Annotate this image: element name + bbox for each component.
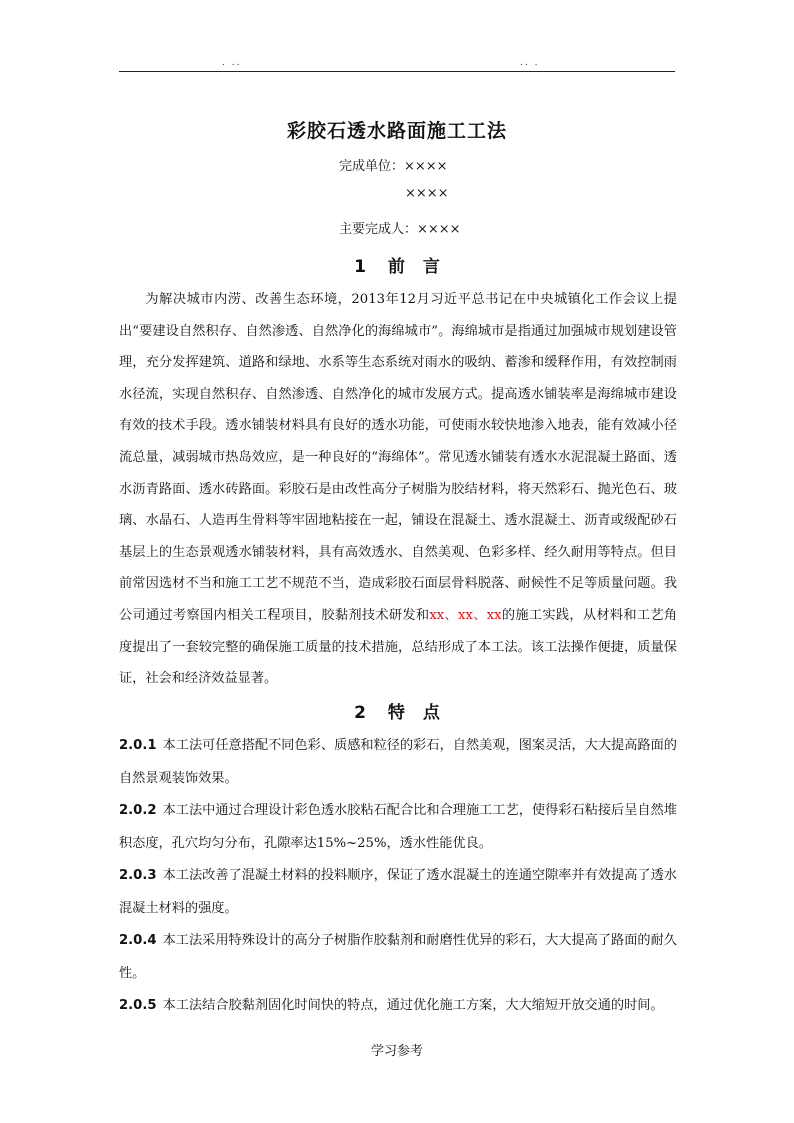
section-heading-1 [0,252,794,277]
completion-unit: 完成单位：×××× [339,159,448,174]
section-number: 1 [354,257,366,277]
header-rule [119,71,675,72]
feature-number: 2.0.5 [119,998,157,1013]
section-heading-2 [0,698,794,723]
section-title-char: 前 [387,257,405,277]
main-author: 主要完成人：×××× [339,222,461,237]
section-title-char: 特 [387,703,405,723]
feature-text: 本工法可任意搭配不同色彩、质感和粒径的彩石，自然美观，图案灵活，大大提高路面的自然景观装饰效果。 [119,738,677,786]
preface-project-names: xx、xx、xx [429,607,502,623]
feature-item [119,925,677,990]
completion-unit-continued: ×××× [405,186,449,201]
page-footer: 学习参考 [370,1044,423,1059]
feature-item [119,990,677,1023]
preface-text: 为解决城市内涝、改善生态环境，2013年12月习近平总书记在中央城镇化工作会议上提出“要建设自然积存、自然渗透、自然净化的海绵城市”。海绵城市是指通过加强城市规划建设管理，充分发挥建筑、道路和绿地、水系等生态系统对雨水的吸纳、蓄渗和缓释作用，有效控制雨水径流，实现自然积存、自然渗透、自然净化的城市发展方式。提高透水铺装率是海绵城市建设有效的技术手段。透水铺装材料具有良好的透水功能，可使雨水较快地渗入地表，能有效减小径流总量，减弱城市热岛效应，是一种良好的“海绵体”。常见透水铺装有透水水泥混凝土路面、透水沥青路面、透水砖路面。彩胶石是由改性高分子树脂为胶结材料，将天然彩石、抛光色石、玻璃、水晶石、人造再生骨料等牢固地粘接在一起，铺设在混凝土、透水混凝土、沥青或级配砂石基层上的生态景观透水铺装材料，具有高效透水、自然美观、色彩多样、经久耐用等特点。但目前常因选材不当和施工工艺不规范不当，造成彩胶石面层骨料脱落、耐候性不足等质量问题。我公司通过考察国内相关工程项目，胶黏剂技术研发和 [119,292,677,623]
feature-text: 本工法改善了混凝土材料的投料顺序，保证了透水混凝土的连通空隙率并有效提高了透水混凝土材料的强度。 [119,868,677,916]
document-title: 彩胶石透水路面施工工法 [286,120,507,142]
preface-text-end: 的施工实践，从材料和工艺角度提出了一套较完整的确保施工质量的技术措施，总结形成了本工法。该工法操作便捷，质量保证，社会和经济效益显著。 [119,607,678,687]
feature-text: 本工法结合胶黏剂固化时间快的特点，通过优化施工方案，大大缩短开放交通的时间。 [162,998,664,1013]
feature-number: 2.0.4 [119,933,157,948]
header-marks-left: . .. [222,58,242,68]
feature-text: 本工法中通过合理设计彩色透水胶粘石配合比和合理施工工艺，使得彩石粘接后呈自然堆积态度，孔穴均匀分布，孔隙率达15%~25%，透水性能优良。 [119,803,677,851]
feature-number: 2.0.2 [119,803,157,818]
feature-number: 2.0.1 [119,738,157,753]
feature-item [119,730,677,795]
section-title-char: 言 [422,257,440,277]
feature-text: 本工法采用特殊设计的高分子树脂作胶黏剂和耐磨性优异的彩石，大大提高了路面的耐久性。 [119,933,677,981]
preface-paragraph [119,284,677,695]
header-marks-right: .. . [520,58,540,68]
feature-number: 2.0.3 [119,868,157,883]
section-title-char: 点 [422,703,440,723]
feature-item [119,795,677,860]
feature-item [119,860,677,925]
section-number: 2 [354,703,366,723]
